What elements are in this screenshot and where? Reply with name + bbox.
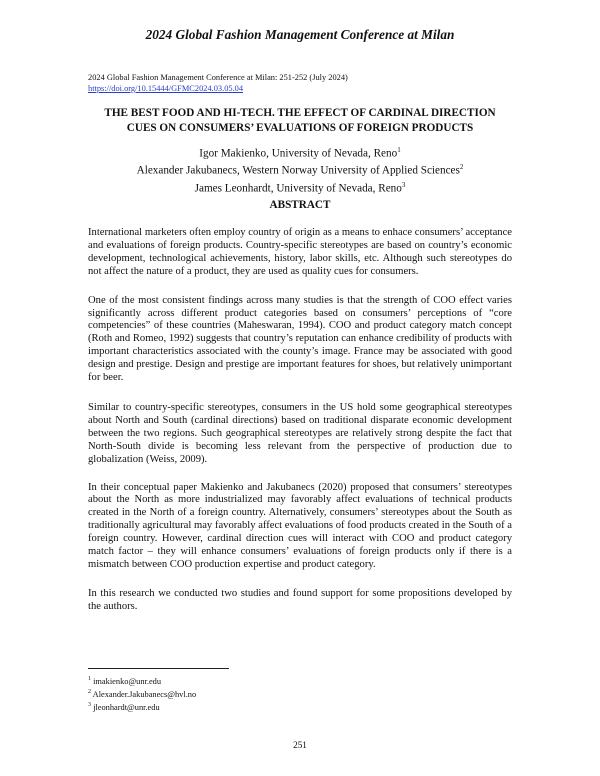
footnote-divider [88, 668, 229, 669]
abstract-heading: ABSTRACT [269, 199, 331, 211]
title-line-1: THE BEST FOOD AND HI-TECH. THE EFFECT OF CARDINAL DIRECTION [104, 107, 496, 119]
title-line-2: CUES ON CONSUMERS’ EVALUATIONS OF FOREIGN PRODUCTS [126, 121, 474, 134]
citation-block [88, 72, 348, 94]
author-2: Alexander Jakubanecs, Western Norway University of Applied Sciences$^2$ [136, 163, 464, 178]
author-list [60, 144, 540, 196]
abstract-paragraph: In this research we conducted two studies and found support for some propositions developed by the authors. [88, 587, 512, 612]
footnote-3: $^3$ jleonhardt@unr.edu [88, 702, 160, 712]
abstract-body [88, 227, 512, 614]
conference-header: 2024 Global Fashion Management Conference at Milan [145, 27, 455, 42]
footnote-1: $^1$ imakienko@unr.edu [88, 676, 162, 686]
author-note-marker: 3 [401, 180, 406, 189]
author-1: Igor Makienko, University of Nevada, Reno$^1$ [199, 146, 401, 160]
abstract-paragraph: In their conceptual paper Makienko and Jakubanecs (2020) proposed that consumers’ stereotypes about the North as more industrialized may favorably affect evaluations of technical products created in the North of a foreign country. Alternatively, consumers’ stereotypes about the South as traditionally agricultural may favorably affect evaluations of food products created in the South of a foreign country. However, cardinal direction cues will interact with COO and product category match factor – they will enhance consumers’ evaluations of foreign products only if there is a mismatch between COO production expertise and product category. [88, 481, 512, 570]
footnotes [88, 674, 196, 713]
doi-link[interactable]: https://doi.org/10.15444/GFMC2024.03.05.04 [88, 84, 244, 93]
citation-line: 2024 Global Fashion Management Conference at Milan: 251-252 (July 2024) [88, 73, 348, 82]
paper-title [70, 106, 530, 135]
page-number: 251 [293, 740, 307, 750]
author-note-marker: 2 [459, 163, 464, 172]
abstract-paragraph: Similar to country-specific stereotypes, consumers in the US hold some geographical stereotypes about North and South (cardinal directions) based on traditional disparate economic development between the two regions. Such geographical stereotypes are relatively strong despite the fact that North-South divide is becoming less relevant from the perspective of production due to globalization (Weiss, 2009). [88, 401, 512, 465]
abstract-paragraph: International marketers often employ country of origin as a means to enhace consumers’ acceptance and evaluations of foreign products. Country-specific stereotypes are based on country’s economic development, technological achievements, history, labor skills, etc. Although such stereotypes do not affect the nature of a product, they are used as quality cues for consumers. [88, 227, 512, 277]
footnote-2: $^2$ Alexander.Jakubanecs@hvl.no [88, 689, 197, 699]
abstract-paragraph: One of the most consistent findings across many studies is that the strength of COO effect varies significantly across different product categories based on consumers’ perceptions of “core competencies” of these countries (Maheswaran, 1994). COO and product category match concept (Roth and Romeo, 1992) suggests that country’s reputation can enhance credibility of products with important characteristics associated with the county’s image. France may be associated with good design and prestige. Design and prestige are important features for shoes, but relatively unimportant for beer. [88, 294, 512, 384]
author-note-marker: 1 [397, 146, 401, 154]
author-3: James Leonhardt, University of Nevada, Reno$^3$ [194, 180, 406, 195]
